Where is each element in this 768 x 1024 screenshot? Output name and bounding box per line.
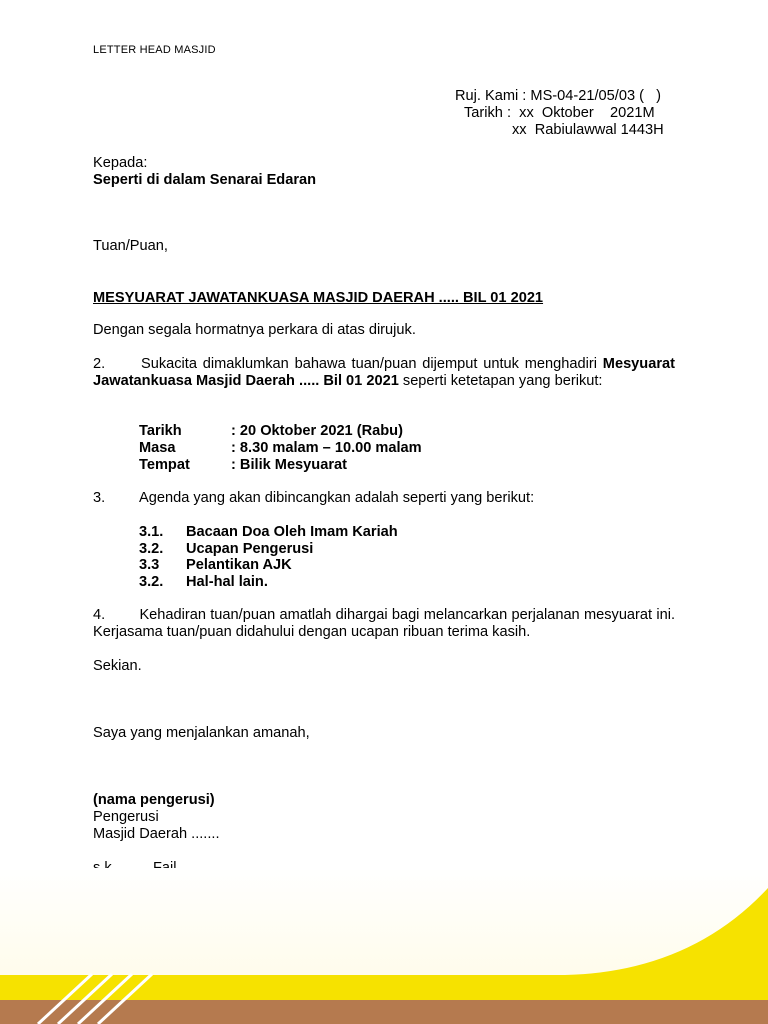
paragraph-1: Dengan segala hormatnya perkara di atas dirujuk. [93, 322, 416, 338]
reference-hijri-date: xx Rabiulawwal 1443H [512, 122, 664, 138]
agenda-number: 3.1. [139, 524, 164, 540]
paragraph-4-text: Kehadiran tuan/puan amatlah dihargai bagi melancarkan perjalanan mesyuarat ini. Kerjasama tuan/puan didahului dengan ucapan ribuan terima kasih. [93, 607, 676, 640]
letterhead: LETTER HEAD MASJID [93, 44, 216, 56]
agenda-text: Hal-hal lain. [186, 574, 268, 590]
paragraph-2-number: 2. [93, 356, 106, 372]
detail-value: : 8.30 malam – 10.00 malam [231, 440, 422, 456]
detail-value: : Bilik Mesyuarat [231, 457, 347, 473]
detail-value: : 20 Oktober 2021 (Rabu) [231, 423, 403, 439]
paragraph-2-bold: Mesyuarat Jawatankuasa Masjid Daerah ..... Bil 01 2021 [93, 356, 675, 389]
agenda-item [139, 524, 398, 541]
detail-label: Tarikh [139, 423, 182, 439]
agenda-text: Pelantikan AJK [186, 557, 292, 573]
paragraph-3-text: Agenda yang akan dibincangkan adalah seperti yang berikut: [139, 490, 535, 506]
closing: Sekian. [93, 658, 142, 674]
paragraph-4 [93, 607, 675, 641]
agenda-number: 3.2. [139, 574, 164, 590]
agenda-item [139, 574, 268, 591]
detail-label: Tempat [139, 457, 190, 473]
footer-decoration [0, 868, 768, 1024]
recipient-label: Kepada: [93, 155, 148, 171]
detail-row [139, 457, 347, 474]
reference-date: Tarikh : xx Oktober 2021M [464, 105, 655, 121]
paragraph-2-rest: seperti ketetapan yang berikut: [402, 373, 603, 389]
paragraph-4-number: 4. [93, 607, 106, 623]
paragraph-2-lead: Sukacita dimaklumkan bahawa tuan/puan dijemput untuk menghadiri [141, 356, 597, 372]
letter-title: MESYUARAT JAWATANKUASA MASJID DAERAH ..... BIL 01 2021 [93, 290, 544, 306]
paragraph-2 [93, 356, 675, 390]
detail-row [139, 423, 403, 440]
paragraph-3-number: 3. [93, 490, 106, 506]
agenda-text: Bacaan Doa Oleh Imam Kariah [186, 524, 398, 540]
brown-footer-band [0, 1000, 768, 1024]
signatory-organisation: Masjid Daerah ....... [93, 826, 220, 842]
signoff: Saya yang menjalankan amanah, [93, 725, 310, 741]
agenda-item [139, 541, 313, 558]
signatory-position: Pengerusi [93, 809, 159, 825]
signatory-name: (nama pengerusi) [93, 792, 215, 808]
detail-row [139, 440, 422, 457]
recipient-name: Seperti di dalam Senarai Edaran [93, 172, 317, 188]
reference-number: Ruj. Kami : MS-04-21/05/03 ( ) [455, 88, 662, 104]
agenda-number: 3.2. [139, 541, 164, 557]
agenda-item [139, 557, 292, 574]
detail-label: Masa [139, 440, 176, 456]
agenda-number: 3.3 [139, 557, 160, 573]
reference-block [455, 88, 675, 139]
salutation: Tuan/Puan, [93, 238, 168, 254]
agenda-text: Ucapan Pengerusi [186, 541, 314, 557]
paragraph-3 [93, 490, 534, 507]
